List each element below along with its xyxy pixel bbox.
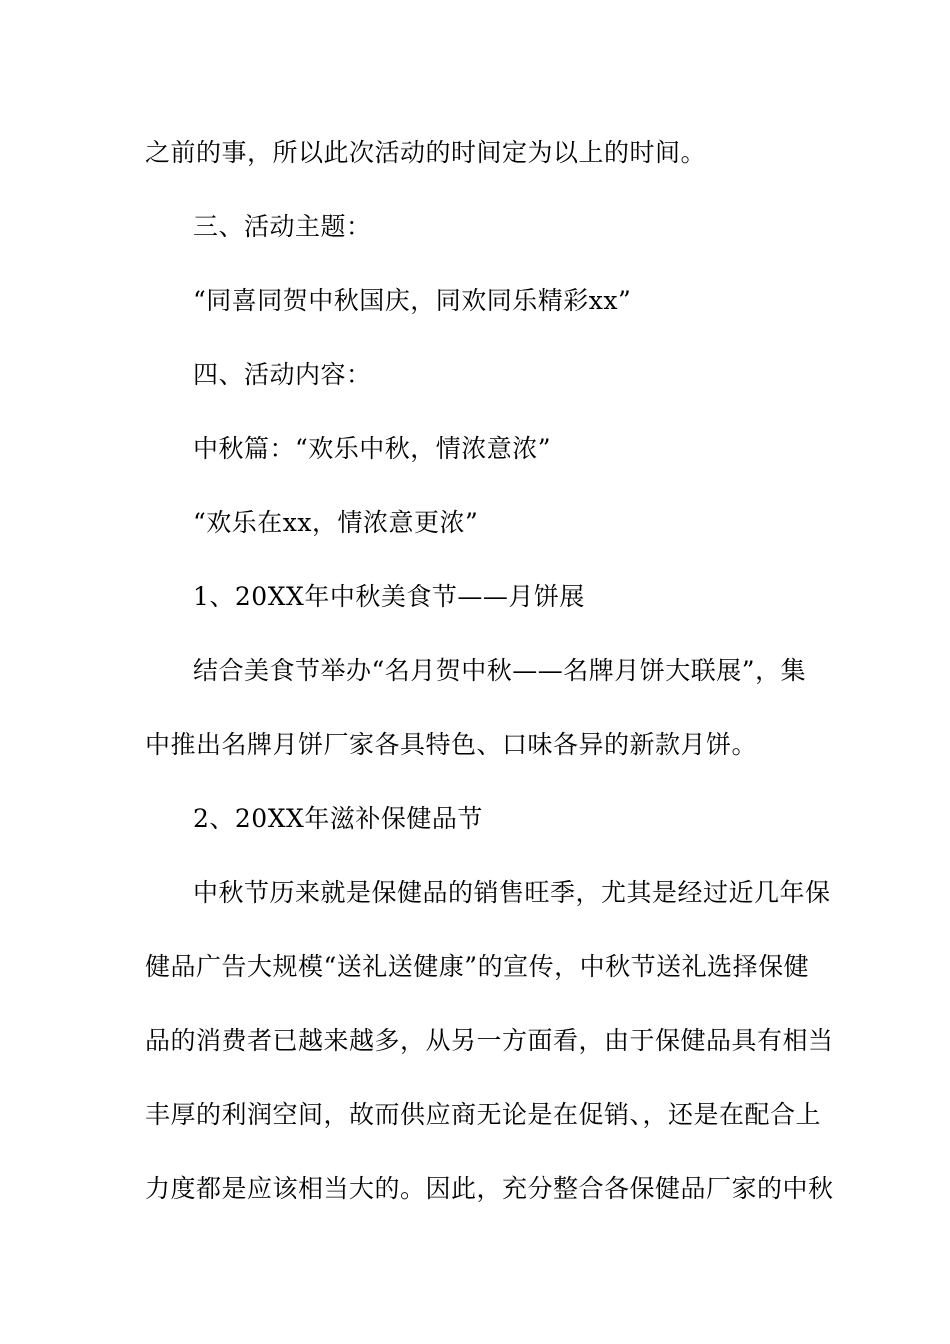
paragraph-line: 中秋节历来就是保健品的销售旺季，尤其是经过近几年保 xyxy=(193,878,831,907)
mid-autumn-heading: 中秋篇：“欢乐中秋，情浓意浓” xyxy=(193,434,552,463)
paragraph-line: 之前的事，所以此次活动的时间定为以上的时间。 xyxy=(145,138,707,167)
section-heading-content: 四、活动内容： xyxy=(193,360,372,389)
mid-autumn-slogan: “欢乐在xx，情浓意更浓” xyxy=(193,508,479,537)
paragraph-line: 健品广告大规模“送礼送健康”的宣传，中秋节送礼选择保健 xyxy=(145,952,810,981)
theme-slogan: “同喜同贺中秋国庆，同欢同乐精彩xx” xyxy=(193,286,632,315)
paragraph-line: 中推出名牌月饼厂家各具特色、口味各异的新款月饼。 xyxy=(145,730,758,759)
item-heading-mooncake: 1、20XX年中秋美食节——月饼展 xyxy=(193,582,585,611)
paragraph-line: 品的消费者已越来越多，从另一方面看，由于保健品具有相当 xyxy=(145,1026,834,1055)
paragraph-line: 丰厚的利润空间，故而供应商无论是在促销、，还是在配合上 xyxy=(145,1100,822,1129)
paragraph-line: 力度都是应该相当大的。因此，充分整合各保健品厂家的中秋 xyxy=(145,1174,834,1203)
paragraph-line: 结合美食节举办“名月贺中秋——名牌月饼大联展”，集 xyxy=(193,656,807,685)
section-heading-theme: 三、活动主题： xyxy=(193,212,372,241)
item-heading-health: 2、20XX年滋补保健品节 xyxy=(193,804,483,833)
